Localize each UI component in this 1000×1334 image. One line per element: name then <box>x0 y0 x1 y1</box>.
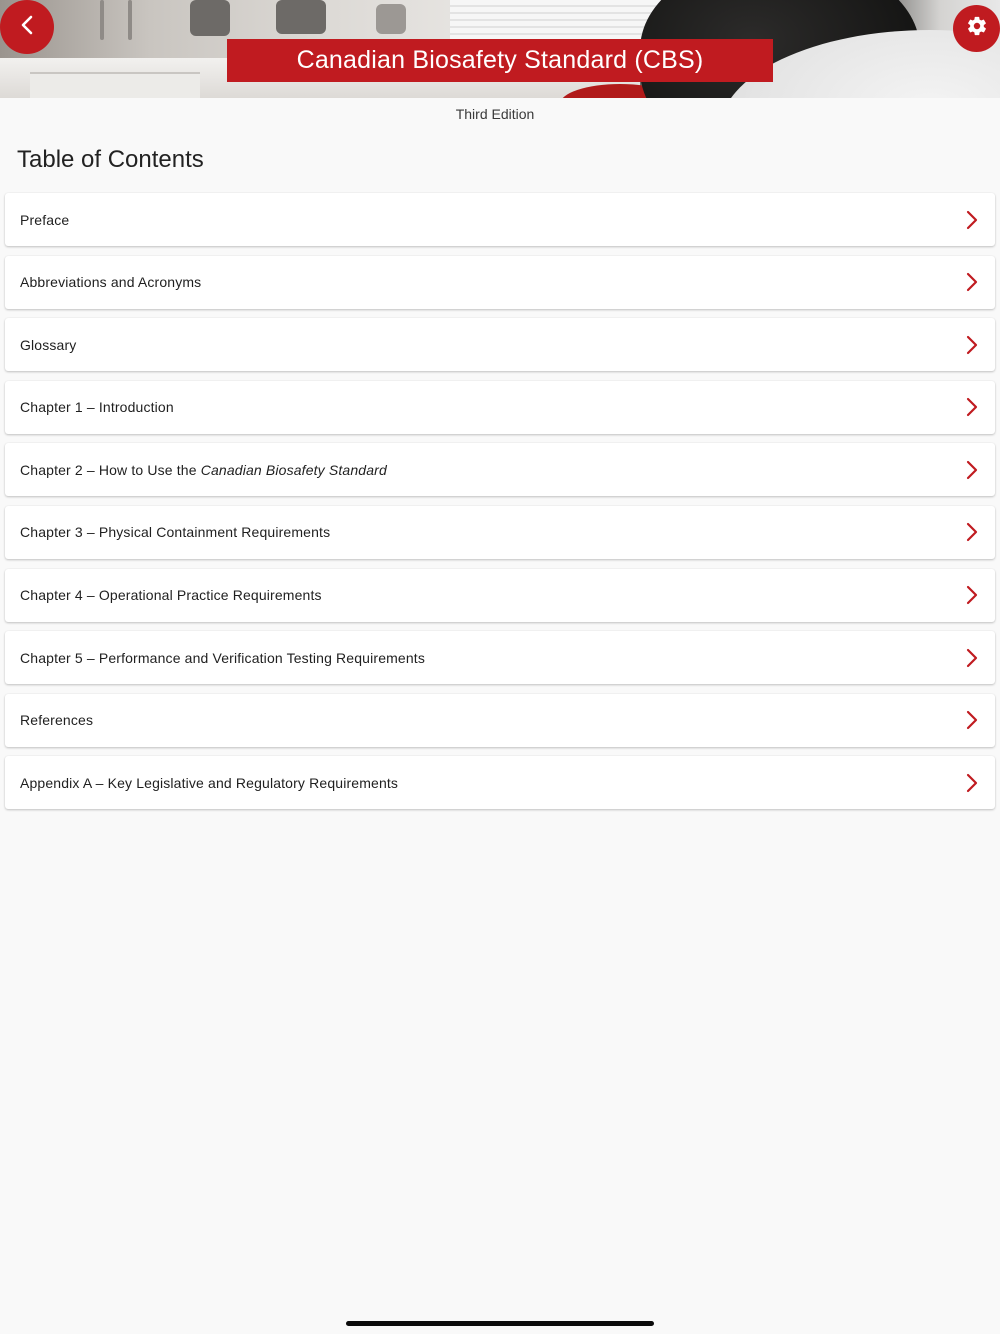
settings-button[interactable] <box>953 5 1000 52</box>
home-indicator[interactable] <box>346 1321 654 1326</box>
toc-item-label: Appendix A – Key Legislative and Regulatory Requirements <box>20 774 399 791</box>
toc-item-label: Chapter 4 – Operational Practice Requirements <box>20 587 322 604</box>
toc-item-chapter-4[interactable] <box>5 569 995 622</box>
page-title: Canadian Biosafety Standard (CBS) <box>296 46 704 74</box>
chevron-right-icon <box>963 334 981 356</box>
banner-tap <box>100 0 104 40</box>
toc-item-label: Chapter 1 – Introduction <box>20 399 174 416</box>
toc-item-references[interactable] <box>5 694 995 747</box>
toc-item-label: References <box>20 712 94 729</box>
banner-cabinet <box>30 72 200 98</box>
toc-item-chapter-3[interactable] <box>5 506 995 559</box>
toc-heading: Table of Contents <box>17 146 204 173</box>
toc-item-chapter-5[interactable] <box>5 631 995 684</box>
back-button[interactable] <box>0 0 54 54</box>
toc-item-label-italic: Canadian Biosafety Standard <box>200 461 387 478</box>
toc-item-label: Abbreviations and Acronyms <box>20 274 202 291</box>
toc-item-appendix-a[interactable] <box>5 756 995 809</box>
chevron-left-icon <box>18 14 36 41</box>
chevron-right-icon <box>963 772 981 794</box>
gear-icon <box>966 15 988 42</box>
chevron-right-icon <box>963 271 981 293</box>
toc-item-glossary[interactable] <box>5 318 995 371</box>
chevron-right-icon <box>963 396 981 418</box>
toc-item-preface[interactable] <box>5 193 995 246</box>
toc-item-label: Glossary <box>20 336 77 353</box>
toc-item-label <box>20 462 387 478</box>
chevron-right-icon <box>963 584 981 606</box>
chevron-right-icon <box>963 709 981 731</box>
banner-tap <box>128 0 132 40</box>
toc-item-chapter-2[interactable] <box>5 443 995 496</box>
chevron-right-icon <box>963 647 981 669</box>
toc-item-label: Preface <box>20 211 70 228</box>
banner-equipment <box>276 0 326 34</box>
toc-item-chapter-1[interactable] <box>5 381 995 434</box>
edition-label: Third Edition <box>455 106 535 122</box>
toc-list <box>5 193 995 819</box>
toc-item-abbreviations[interactable] <box>5 256 995 309</box>
chevron-right-icon <box>963 459 981 481</box>
chevron-right-icon <box>963 521 981 543</box>
banner-equipment <box>376 4 406 34</box>
title-bar <box>227 39 773 82</box>
chevron-right-icon <box>963 209 981 231</box>
toc-item-label: Chapter 3 – Physical Containment Requirements <box>20 524 331 541</box>
toc-item-label: Chapter 5 – Performance and Verification Testing Requirements <box>20 649 425 666</box>
banner-equipment <box>190 0 230 36</box>
toc-item-label-prefix: Chapter 2 – How to Use the <box>20 461 201 478</box>
